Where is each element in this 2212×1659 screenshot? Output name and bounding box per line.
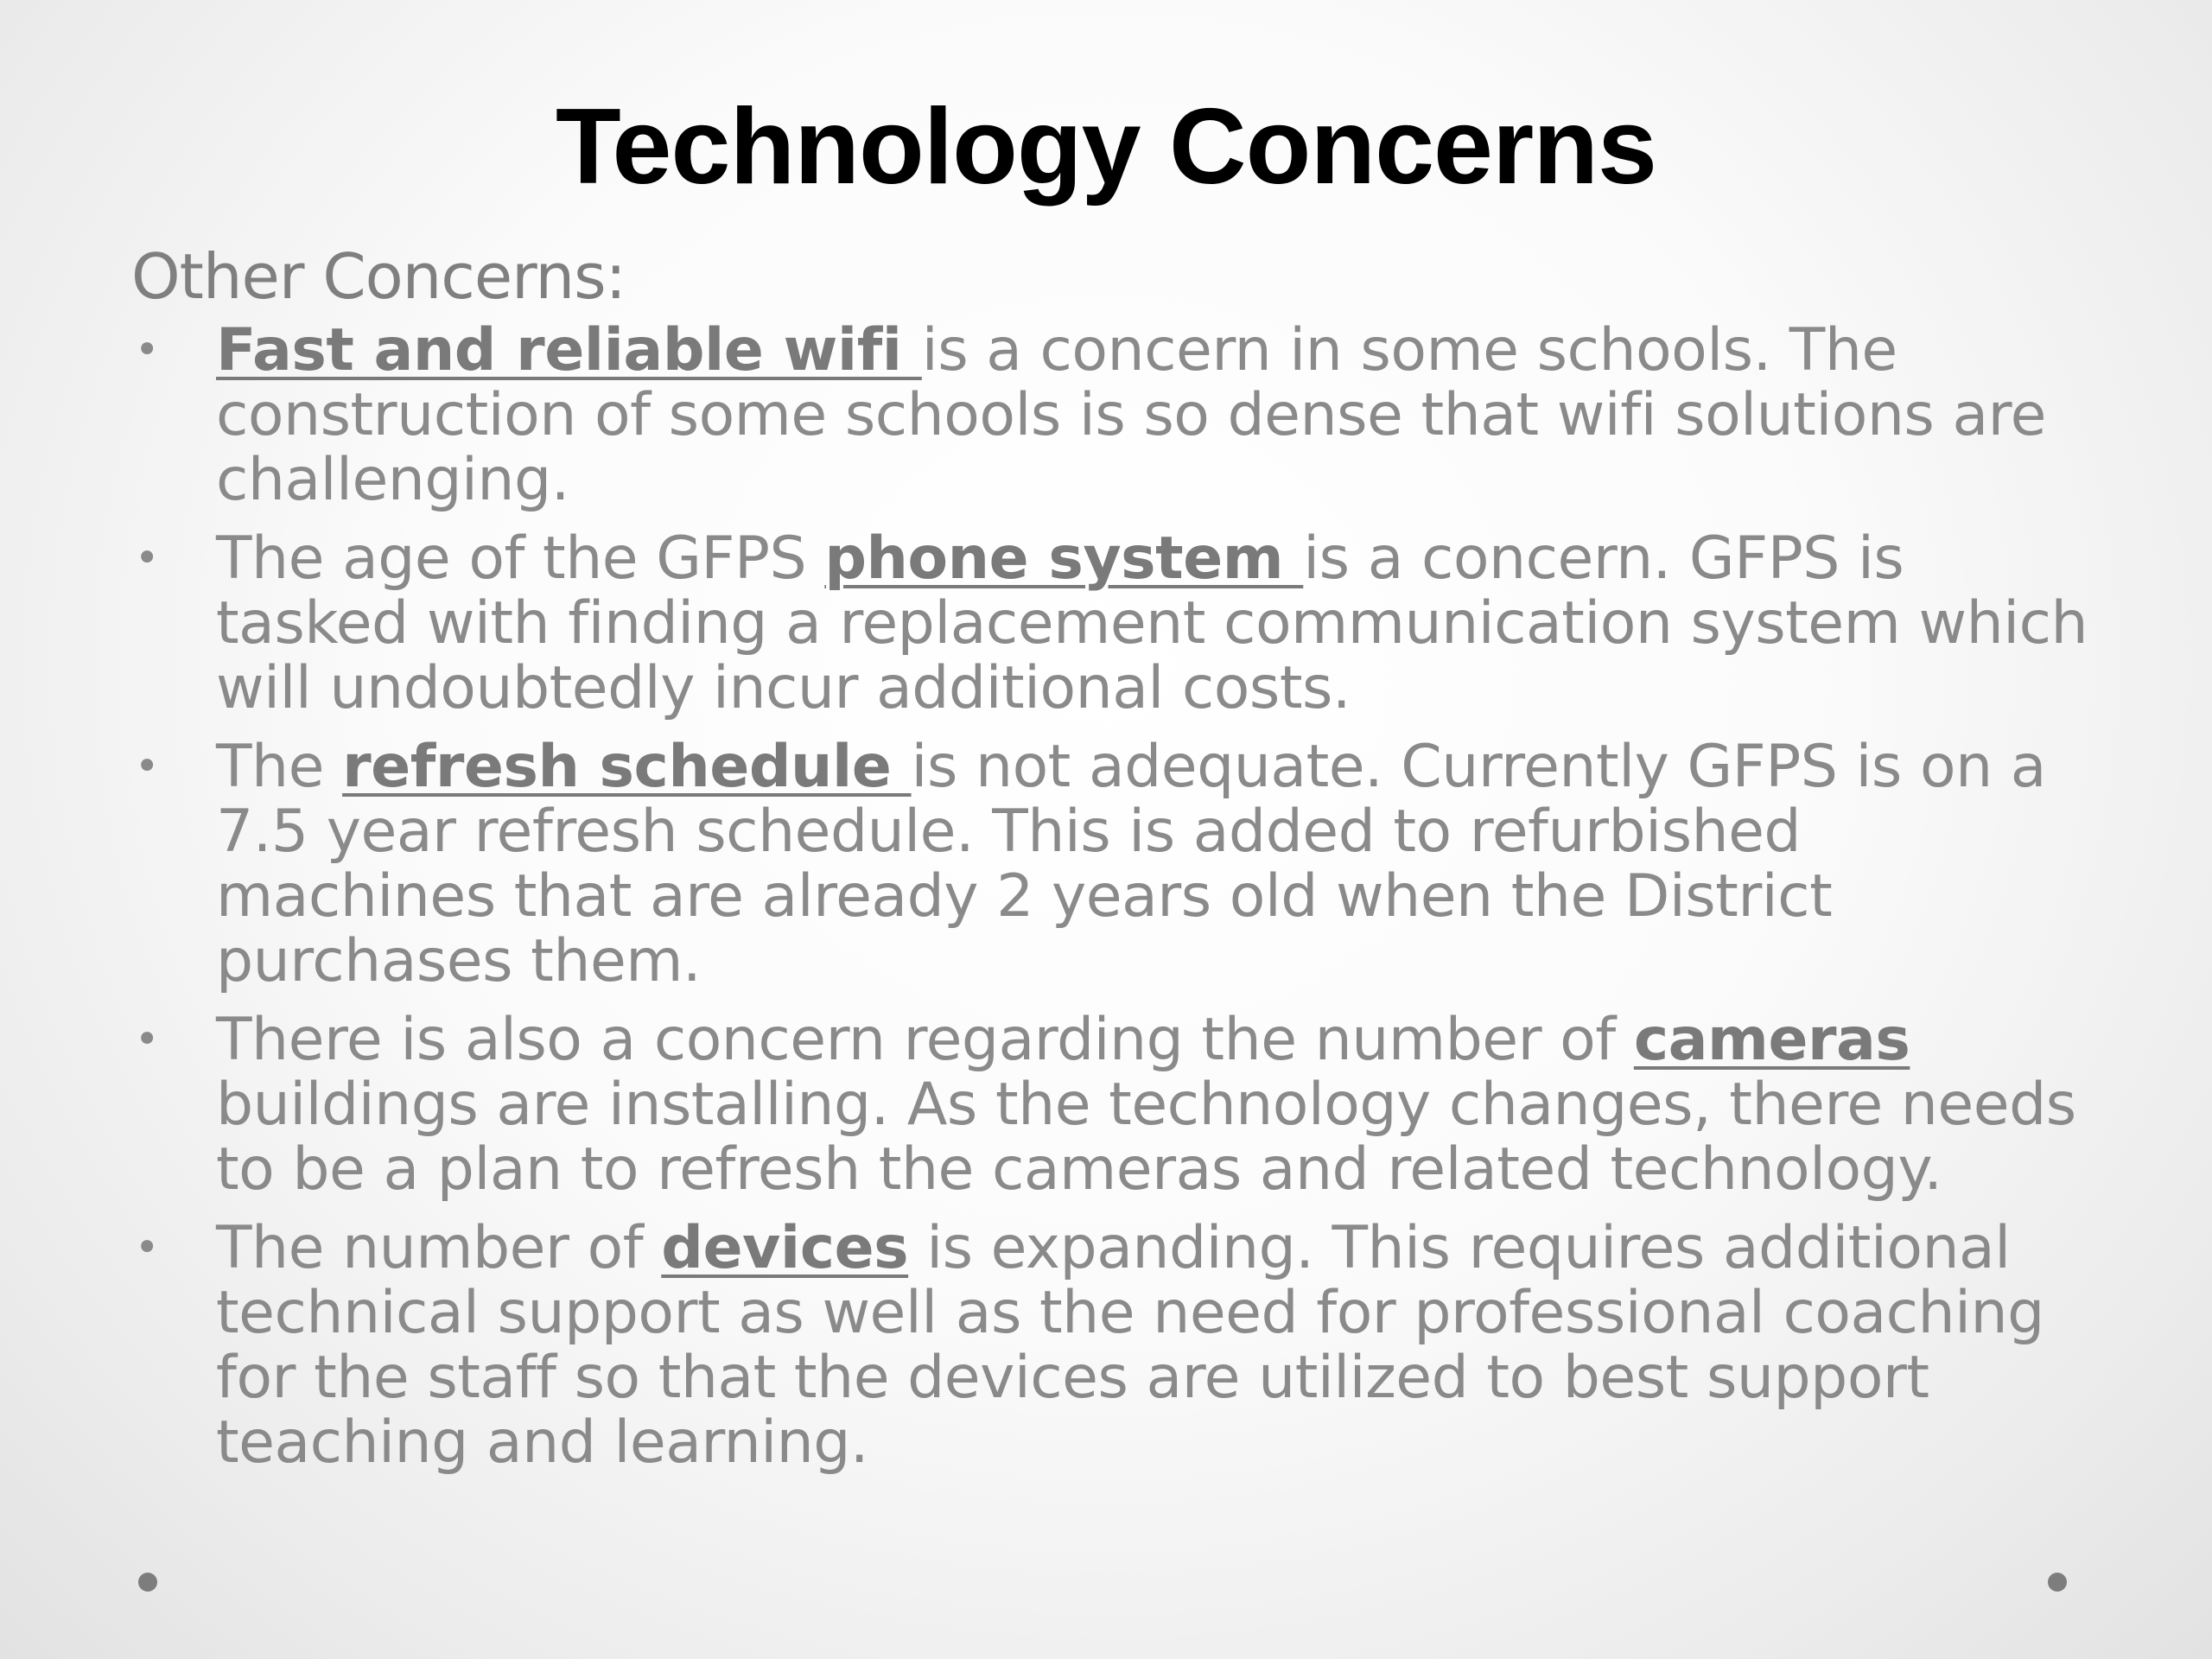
bullet-emphasis: refresh schedule [342,733,912,801]
bullet-text-after: is a concern. GFPS is tasked with finding a replacement communication system which will undoubtedly incur additional costs. [216,524,2088,722]
bullet-item-devices [130,1216,2091,1475]
bullet-list [130,318,2091,1489]
bullet-text-before: The [216,733,343,801]
bullet-icon: • [135,1015,159,1064]
bullet-emphasis: cameras [1633,1006,1910,1074]
bullet-item-wifi [130,318,2091,512]
slide-title: Technology Concerns [556,87,1656,207]
bullet-item-cameras [130,1007,2091,1202]
bullet-text-before: The age of the GFPS [216,524,825,593]
bullet-text-before: There is also a concern regarding the number of [216,1006,1634,1074]
bullet-text-after: is a concern in some schools. The construction of some schools is so dense that wifi solutions are challenging. [216,316,2046,514]
bullet-icon: • [135,326,159,374]
bullet-icon: • [135,534,159,582]
bullet-icon: • [135,1224,159,1272]
bullet-emphasis: Fast and reliable wifi [216,316,922,385]
bullet-text-before: The number of [216,1214,662,1282]
bullet-text-after: buildings are installing. As the technology changes, there needs to be a plan to refresh the cameras and related technology. [216,1071,2076,1204]
bullet-emphasis: phone system [824,524,1304,593]
bullet-text-after: is expanding. This requires additional technical support as well as the need for professional coaching for the staff so that the devices are utilized to best support teaching and learning. [216,1214,2044,1477]
bullet-text-after: is not adequate. Currently GFPS is on a 7.5 year refresh schedule. This is added to refurbished machines that are already 2 years old when the District purchases them. [216,733,2046,995]
slide-subtitle: Other Concerns: [131,240,626,313]
bullet-item-phone-system [130,526,2091,721]
corner-dot-right-icon [2048,1573,2067,1592]
bullet-item-refresh-schedule [130,734,2091,994]
bullet-icon: • [135,742,159,791]
bullet-emphasis: devices [661,1214,909,1282]
corner-dot-left-icon [138,1573,157,1592]
